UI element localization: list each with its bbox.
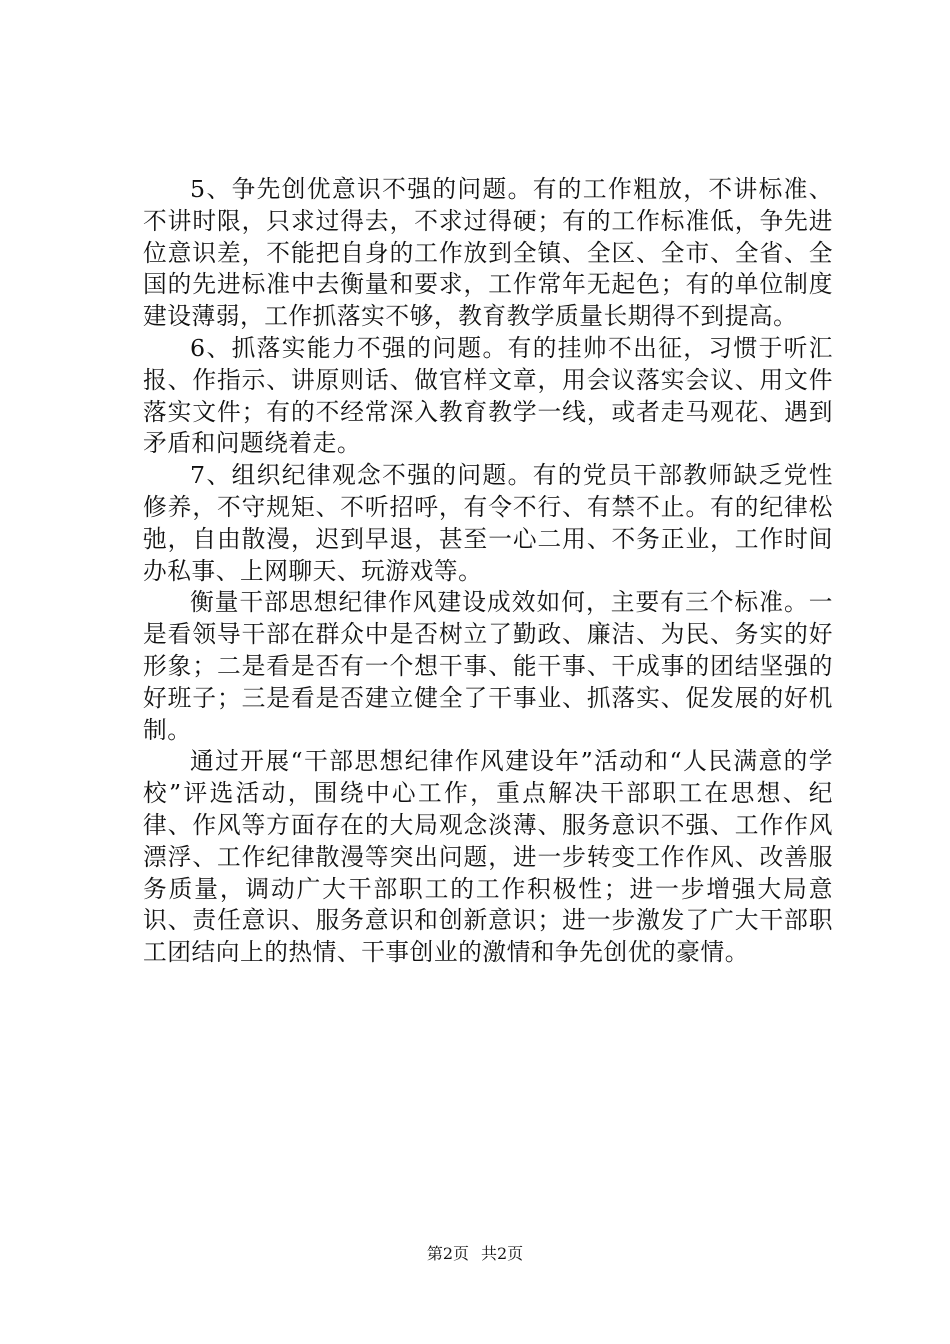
paragraph-item-6: 6、抓落实能力不强的问题。有的挂帅不出征，习惯于听汇报、作指示、讲原则话、做官样文章，用会议落实会议、用文件落实文件；有的不经常深入教育教学一线，或者走马观花、遇到矛盾和问题绕着走。 <box>143 333 833 458</box>
paragraph-conclusion: 通过开展“干部思想纪律作风建设年”活动和“人民满意的学校”评选活动，围绕中心工作，重点解决干部职工在思想、纪律、作风等方面存在的大局观念淡薄、服务意识不强、工作作风漂浮、工作纪律散漫等突出问题，进一步转变工作作风、改善服务质量，调动广大干部职工的工作积极性；进一步增强大局意识、责任意识、服务意识和创新意识；进一步激发了广大干部职工团结向上的热情、干事创业的激情和争先创优的豪情。 <box>143 747 833 967</box>
page-total: 共2页 <box>481 1244 524 1263</box>
paragraph-item-5: 5、争先创优意识不强的问题。有的工作粗放，不讲标准、不讲时限，只求过得去，不求过得硬；有的工作标准低，争先进位意识差，不能把自身的工作放到全镇、全区、全市、全省、全国的先进标准中去衡量和要求，工作常年无起色；有的单位制度建设薄弱，工作抓落实不够，教育教学质量长期得不到提高。 <box>143 175 833 331</box>
paragraph-standards: 衡量干部思想纪律作风建设成效如何，主要有三个标准。一是看领导干部在群众中是否树立了勤政、廉洁、为民、务实的好形象；二是看是否有一个想干事、能干事、干成事的团结坚强的好班子；三是看是否建立健全了干事业、抓落实、促发展的好机制。 <box>143 588 833 744</box>
page-number: 第2页 <box>426 1244 469 1263</box>
document-body <box>143 174 833 969</box>
page-footer <box>0 1244 950 1264</box>
paragraph-item-7: 7、组织纪律观念不强的问题。有的党员干部教师缺乏党性修养，不守规矩、不听招呼，有令不行、有禁不止。有的纪律松弛，自由散漫，迟到早退，甚至一心二用、不务正业，工作时间办私事、上网聊天、玩游戏等。 <box>143 461 833 585</box>
